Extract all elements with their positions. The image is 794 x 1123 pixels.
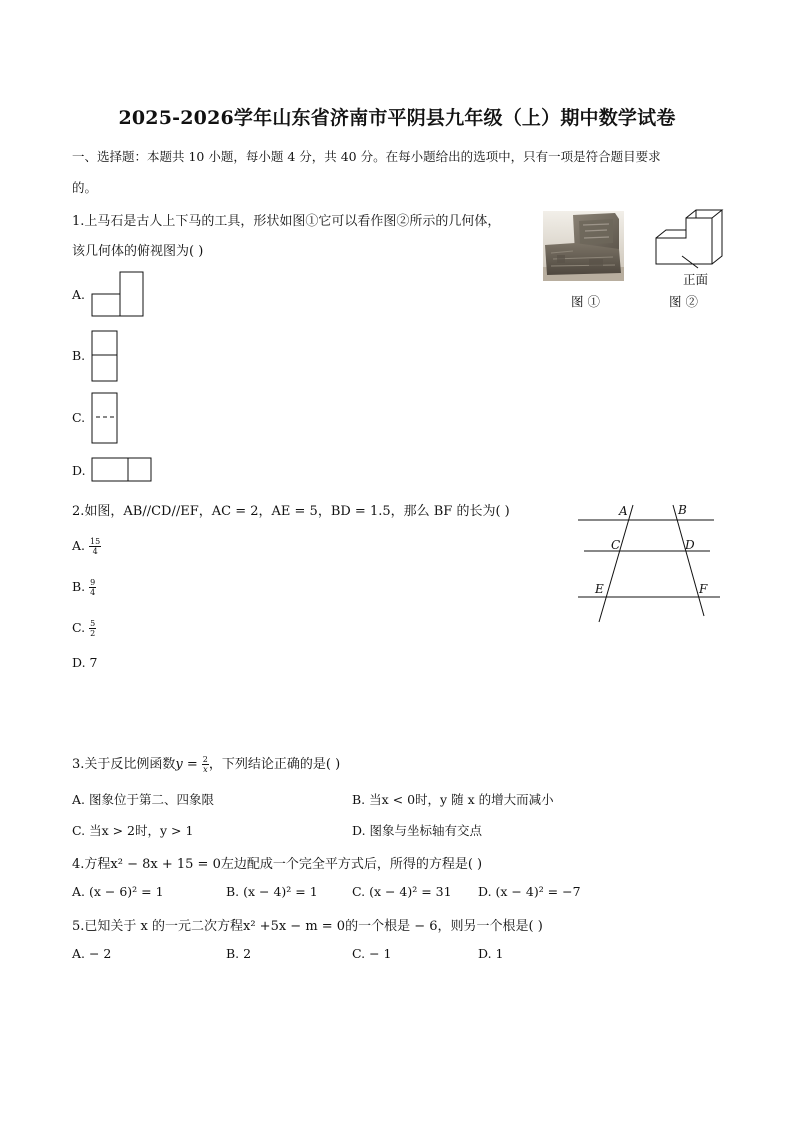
q1-figure-1-photo: [543, 211, 624, 281]
q1-figure-2-caption: 图 ②: [669, 294, 698, 309]
q4-option-a: A. (x − 6)² = 1: [72, 884, 164, 899]
q1-stem-line1: 1.上马石是古人上下马的工具，形状如图①它可以看作图②所示的几何体，: [72, 214, 501, 229]
q1-option-d-label: D.: [72, 463, 86, 478]
q2-point-b: B: [678, 503, 687, 517]
q3-option-a: A. 图象位于第二、四象限: [72, 792, 214, 807]
q1-option-c-label: C.: [72, 410, 86, 425]
q1-option-b-view: [90, 329, 120, 387]
q1-figure-2-front-label: 正面: [683, 272, 709, 287]
q5-option-b: B. 2: [226, 946, 252, 961]
q2-option-c: C. $\frac{5}{2}$: [72, 619, 96, 638]
q4-stem: 4.方程x² − 8x + 15 = 0左边配成一个完全平方式后，所得的方程是( ): [72, 857, 483, 872]
q2-stem: 2.如图，AB//CD//EF，AC = 2，AE = 5，BD = 1.5，那么 BF 的长为( ): [72, 504, 510, 519]
q1-option-a-label: A.: [72, 287, 86, 302]
q2-point-a: A: [619, 504, 628, 518]
q3-stem: 3.关于反比例函数y = $\frac{2}{x}$ ，下列结论正确的是( ): [72, 755, 341, 774]
q2-point-f: F: [699, 582, 708, 596]
q2-point-e: E: [595, 582, 604, 596]
q3-option-b: B. 当x < 0时，y 随 x 的增大而减小: [352, 792, 554, 807]
q3-option-c: C. 当x > 2时，y > 1: [72, 823, 194, 838]
q2-option-d: D. 7: [72, 655, 98, 670]
q4-option-d: D. (x − 4)² = −7: [478, 884, 581, 899]
q2-point-d: D: [685, 538, 695, 552]
q1-option-c-view: [90, 391, 120, 449]
q5-option-c: C. − 1: [352, 946, 392, 961]
q2-figure-parallel-lines: [574, 500, 724, 629]
q2-option-a: A. $\frac{15}{4}$: [72, 537, 101, 556]
q5-stem: 5.已知关于 x 的一元二次方程x² +5x − m = 0的一个根是 − 6，则另一个根是( ): [72, 919, 543, 934]
q1-option-d-view: [90, 456, 154, 488]
q1-option-b-label: B.: [72, 348, 86, 363]
q4-option-b: B. (x − 4)² = 1: [226, 884, 318, 899]
q1-option-a-view: [90, 270, 146, 322]
q3-option-d: D. 图象与坐标轴有交点: [352, 823, 483, 838]
q2-point-c: C: [611, 538, 621, 552]
q1-stem-line2: 该几何体的俯视图为( ): [72, 244, 204, 259]
q4-option-c: C. (x − 4)² = 31: [352, 884, 452, 899]
section-heading-cont: 的。: [72, 180, 98, 195]
page-title: 2025-2026学年山东省济南市平阴县九年级（上）期中数学试卷: [118, 107, 676, 129]
section-heading: 一、选择题：本题共 10 小题，每小题 4 分，共 40 分。在每小题给出的选项中，只有一项是符合题目要求: [72, 149, 661, 164]
q5-option-d: D. 1: [478, 946, 504, 961]
q1-figure-1-caption: 图 ①: [571, 294, 600, 309]
q2-option-b: B. $\frac{9}{4}$: [72, 578, 96, 597]
q5-option-a: A. − 2: [72, 946, 112, 961]
